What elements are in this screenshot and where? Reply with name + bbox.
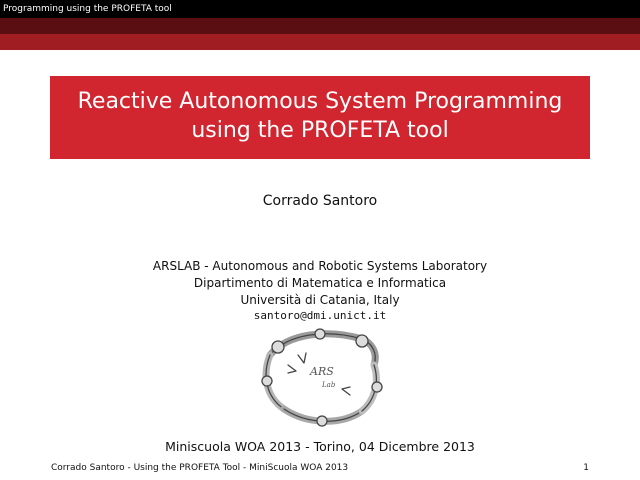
header-bar (0, 0, 640, 18)
affiliation-email: santoro@dmi.unict.it (253, 309, 387, 322)
robot-arms-logo-icon (258, 325, 384, 431)
logo-sublabel: Lab (322, 381, 336, 389)
title-box (50, 76, 590, 159)
logo-label: ARS (310, 365, 334, 378)
page-number: 1 (583, 463, 589, 473)
affiliation-lab: ARSLAB - Autonomous and Robotic Systems Laboratory (152, 259, 488, 273)
event-line: Miniscuola WOA 2013 - Torino, 04 Dicembre 2013 (165, 439, 475, 454)
author-name: Corrado Santoro (262, 193, 378, 209)
title-line-2: using the PROFETA tool (191, 118, 449, 143)
running-title: Programming using the PROFETA tool (3, 4, 172, 14)
header-stripe-red (0, 34, 640, 50)
header-stripe-dark (0, 18, 640, 34)
affiliation-department: Dipartimento di Matematica e Informatica (193, 276, 447, 290)
title-line-1: Reactive Autonomous System Programming (77, 89, 563, 114)
footer-text: Corrado Santoro - Using the PROFETA Tool - MiniScuola WOA 2013 (51, 463, 349, 473)
affiliation-university: Università di Catania, Italy (240, 293, 400, 307)
